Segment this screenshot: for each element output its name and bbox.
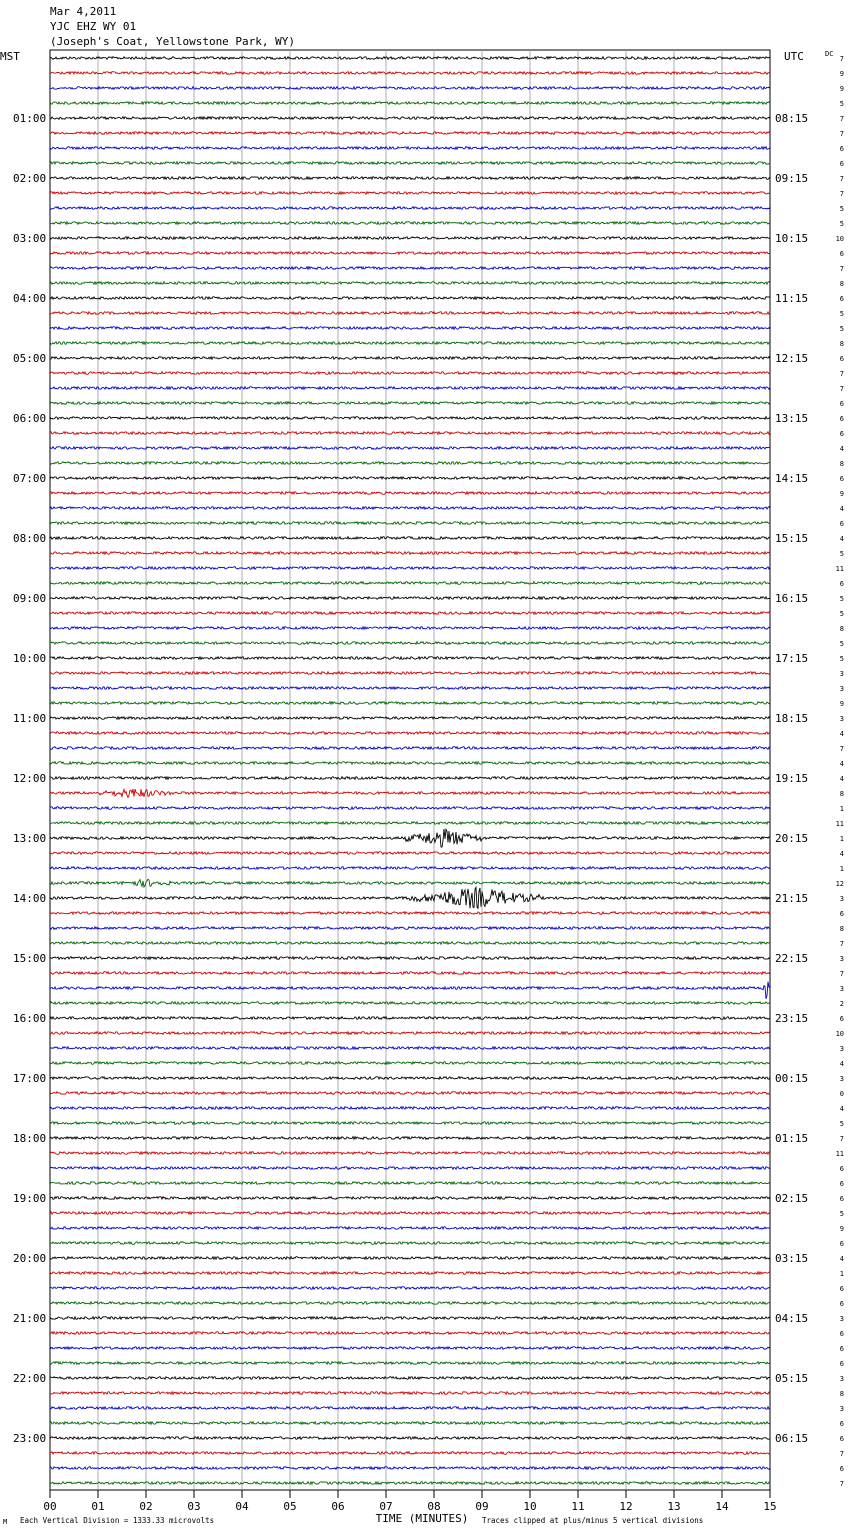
mst-hour-label: 18:00 — [13, 1132, 47, 1145]
seismogram-trace — [50, 1152, 770, 1155]
seismogram-trace — [50, 432, 770, 435]
dc-offset-label: 3 — [839, 1375, 844, 1383]
utc-hour-label: 06:15 — [775, 1432, 809, 1445]
dc-offset-label: 7 — [839, 1450, 844, 1458]
mst-hour-label: 01:00 — [13, 112, 47, 125]
dc-offset-label: 4 — [839, 445, 844, 453]
dc-offset-label: 5 — [839, 550, 844, 558]
seismogram-trace — [50, 162, 770, 165]
x-tick-label: 04 — [235, 1500, 249, 1513]
seismogram-trace — [50, 972, 770, 975]
mst-hour-label: 13:00 — [13, 832, 47, 845]
vertical-scale-note: Each Vertical Division = 1333.33 microvolts — [20, 1516, 215, 1525]
dc-offset-label: 4 — [839, 775, 844, 783]
x-tick-label: 08 — [427, 1500, 441, 1513]
seismogram-trace — [50, 1347, 770, 1350]
seismogram-trace — [50, 982, 770, 999]
seismogram-trace — [50, 1197, 770, 1200]
x-tick-label: 09 — [475, 1500, 489, 1513]
seismogram-trace — [50, 627, 770, 630]
x-tick-label: 05 — [283, 1500, 297, 1513]
mst-hour-label: 07:00 — [13, 472, 47, 485]
seismogram-trace — [50, 252, 770, 255]
seismogram-trace — [50, 1422, 770, 1425]
mst-hour-labels — [13, 112, 46, 1445]
mst-hour-label: 14:00 — [13, 892, 47, 905]
seismogram-trace — [50, 702, 770, 705]
utc-hour-label: 15:15 — [775, 532, 809, 545]
seismogram-trace — [50, 372, 770, 375]
dc-offset-label: 4 — [839, 1105, 844, 1113]
dc-offset-label: 3 — [839, 670, 844, 678]
mst-hour-label: 02:00 — [13, 172, 47, 185]
seismogram-trace — [50, 1212, 770, 1215]
dc-offset-label: 4 — [839, 760, 844, 768]
seismogram-trace — [50, 447, 770, 450]
seismogram-trace — [50, 1302, 770, 1305]
seismogram-trace — [50, 672, 770, 675]
seismogram-trace — [50, 732, 770, 735]
dc-offset-label: 8 — [839, 790, 844, 798]
mst-hour-label: 12:00 — [13, 772, 47, 785]
dc-offset-label: 12 — [835, 880, 844, 888]
dc-offset-label: 7 — [839, 745, 844, 753]
dc-offset-label: 9 — [839, 70, 844, 78]
dc-offset-label: 8 — [839, 1390, 844, 1398]
dc-offset-label: 6 — [839, 910, 844, 918]
seismogram-trace — [50, 867, 770, 870]
dc-offset-label: 7 — [839, 130, 844, 138]
seismogram-trace — [50, 267, 770, 270]
seismogram-trace — [50, 1377, 770, 1380]
dc-offset-label: 6 — [839, 160, 844, 168]
x-tick-label: 02 — [139, 1500, 153, 1513]
mst-hour-label: 09:00 — [13, 592, 47, 605]
dc-offset-label: 4 — [839, 505, 844, 513]
dc-offset-label: 6 — [839, 1180, 844, 1188]
dc-offset-label: 2 — [839, 1000, 844, 1008]
dc-offset-label: 6 — [839, 1165, 844, 1173]
utc-hour-label: 16:15 — [775, 592, 809, 605]
seismogram-trace — [50, 477, 770, 480]
dc-offset-label: 8 — [839, 280, 844, 288]
x-tick-label: 03 — [187, 1500, 201, 1513]
dc-offset-label: 8 — [839, 925, 844, 933]
dc-offset-label: 5 — [839, 100, 844, 108]
dc-offset-label: 6 — [839, 1465, 844, 1473]
seismogram-trace — [50, 72, 770, 75]
seismogram-trace — [50, 1437, 770, 1440]
clip-note: Traces clipped at plus/minus 5 vertical divisions — [482, 1516, 704, 1525]
dc-offset-label: 7 — [839, 1480, 844, 1488]
chart-date: Mar 4,2011 — [50, 5, 117, 18]
dc-offset-label: 7 — [839, 55, 844, 63]
dc-offset-label: 9 — [839, 1225, 844, 1233]
seismogram-trace — [50, 537, 770, 540]
seismogram-trace — [50, 927, 770, 930]
utc-hour-label: 21:15 — [775, 892, 809, 905]
seismogram-trace — [50, 789, 770, 797]
seismogram-trace — [50, 1317, 770, 1320]
x-tick-label: 06 — [331, 1500, 345, 1513]
dc-column-label: DC — [825, 50, 834, 58]
utc-hour-label: 22:15 — [775, 952, 809, 965]
dc-offset-label: 4 — [839, 1255, 844, 1263]
dc-offset-label: 8 — [839, 460, 844, 468]
dc-offset-label: 5 — [839, 310, 844, 318]
seismogram-trace — [50, 1287, 770, 1290]
seismogram-trace — [50, 1122, 770, 1125]
mst-hour-label: 23:00 — [13, 1432, 47, 1445]
dc-offset-label: 6 — [839, 145, 844, 153]
utc-hour-labels — [775, 112, 808, 1445]
dc-offset-label: 8 — [839, 625, 844, 633]
seismogram-trace — [50, 912, 770, 915]
dc-offset-label: 7 — [839, 1135, 844, 1143]
seismogram-trace — [50, 357, 770, 360]
seismogram-trace — [50, 642, 770, 645]
dc-offset-label: 9 — [839, 490, 844, 498]
seismogram-trace — [50, 327, 770, 330]
dc-offset-label: 5 — [839, 1210, 844, 1218]
left-axis-label: MST — [0, 50, 20, 63]
seismogram-trace — [50, 582, 770, 585]
seismogram-trace — [50, 522, 770, 525]
seismogram-trace — [50, 417, 770, 420]
seismogram-trace — [50, 117, 770, 120]
dc-offset-label: 6 — [839, 1345, 844, 1353]
dc-offset-label: 11 — [835, 820, 844, 828]
dc-offset-label: 6 — [839, 475, 844, 483]
utc-hour-label: 04:15 — [775, 1312, 809, 1325]
seismogram-trace — [50, 1182, 770, 1185]
seismogram-trace — [50, 87, 770, 90]
dc-offset-label: 7 — [839, 940, 844, 948]
dc-offset-label: 1 — [839, 835, 844, 843]
utc-hour-label: 17:15 — [775, 652, 809, 665]
dc-offset-label: 11 — [835, 1150, 844, 1158]
utc-hour-label: 19:15 — [775, 772, 809, 785]
dc-offset-label: 1 — [839, 865, 844, 873]
utc-hour-label: 03:15 — [775, 1252, 809, 1265]
seismogram-trace — [50, 132, 770, 135]
seismogram-trace — [50, 1332, 770, 1335]
dc-offset-label: 6 — [839, 1435, 844, 1443]
seismogram-trace — [50, 387, 770, 390]
dc-offset-label: 6 — [839, 430, 844, 438]
x-tick-label: 13 — [667, 1500, 681, 1513]
dc-offset-label: 1 — [839, 1270, 844, 1278]
station-code: YJC EHZ WY 01 — [50, 20, 137, 33]
seismogram-trace — [50, 1062, 770, 1065]
seismogram-trace — [50, 492, 770, 495]
dc-offset-label: 6 — [839, 355, 844, 363]
seismogram-trace — [50, 597, 770, 600]
station-location: (Joseph's Coat, Yellowstone Park, WY) — [50, 35, 296, 48]
utc-hour-label: 11:15 — [775, 292, 809, 305]
seismogram-trace — [50, 777, 770, 780]
seismogram-trace — [50, 1257, 770, 1260]
seismogram-trace — [50, 747, 770, 750]
dc-offset-label: 7 — [839, 175, 844, 183]
seismogram-trace — [50, 147, 770, 150]
dc-offset-label: 1 — [839, 805, 844, 813]
seismogram-trace — [50, 1227, 770, 1230]
right-axis-label: UTC — [784, 50, 804, 63]
dc-offset-label: 6 — [839, 580, 844, 588]
dc-offset-label: 4 — [839, 535, 844, 543]
mst-hour-label: 16:00 — [13, 1012, 47, 1025]
dc-offset-label: 7 — [839, 970, 844, 978]
mst-hour-label: 04:00 — [13, 292, 47, 305]
dc-offset-label: 6 — [839, 250, 844, 258]
dc-offset-label: 3 — [839, 955, 844, 963]
dc-offset-label: 5 — [839, 655, 844, 663]
utc-hour-label: 08:15 — [775, 112, 809, 125]
utc-hour-label: 09:15 — [775, 172, 809, 185]
dc-offset-label: 4 — [839, 850, 844, 858]
x-tick-label: 00 — [43, 1500, 57, 1513]
dc-offset-label: 5 — [839, 1120, 844, 1128]
seismogram-trace — [50, 1272, 770, 1275]
dc-offset-label: 6 — [839, 1015, 844, 1023]
corner-mark: M — [3, 1518, 8, 1526]
seismogram-trace — [50, 192, 770, 195]
dc-offset-label: 3 — [839, 1405, 844, 1413]
utc-hour-label: 18:15 — [775, 712, 809, 725]
dc-offset-label: 6 — [839, 400, 844, 408]
seismogram-trace — [50, 552, 770, 555]
dc-offset-label: 7 — [839, 115, 844, 123]
dc-offset-label: 7 — [839, 370, 844, 378]
dc-offset-labels — [836, 55, 844, 1488]
seismogram-trace — [50, 1362, 770, 1365]
seismogram-traces — [50, 57, 770, 1485]
dc-offset-label: 10 — [835, 1030, 844, 1038]
dc-offset-label: 9 — [839, 85, 844, 93]
seismogram-trace — [50, 1002, 770, 1005]
utc-hour-label: 23:15 — [775, 1012, 809, 1025]
utc-hour-label: 02:15 — [775, 1192, 809, 1205]
dc-offset-label: 3 — [839, 1045, 844, 1053]
mst-hour-label: 15:00 — [13, 952, 47, 965]
seismogram-trace — [50, 1392, 770, 1395]
dc-offset-label: 6 — [839, 295, 844, 303]
x-tick-label: 01 — [91, 1500, 105, 1513]
seismogram-trace — [50, 402, 770, 405]
mst-hour-label: 19:00 — [13, 1192, 47, 1205]
dc-offset-label: 7 — [839, 190, 844, 198]
dc-offset-label: 6 — [839, 1420, 844, 1428]
dc-offset-label: 6 — [839, 1285, 844, 1293]
dc-offset-label: 5 — [839, 220, 844, 228]
utc-hour-label: 14:15 — [775, 472, 809, 485]
mst-hour-label: 05:00 — [13, 352, 47, 365]
seismogram-trace — [50, 282, 770, 285]
x-tick-label: 10 — [523, 1500, 537, 1513]
dc-offset-label: 10 — [835, 235, 844, 243]
x-tick-label: 11 — [571, 1500, 585, 1513]
seismogram-trace — [50, 1017, 770, 1020]
dc-offset-label: 0 — [839, 1090, 844, 1098]
dc-offset-label: 6 — [839, 520, 844, 528]
dc-offset-label: 5 — [839, 595, 844, 603]
dc-offset-label: 8 — [839, 340, 844, 348]
seismogram-trace — [50, 852, 770, 855]
mst-hour-label: 17:00 — [13, 1072, 47, 1085]
seismogram-trace — [50, 1407, 770, 1410]
mst-hour-label: 20:00 — [13, 1252, 47, 1265]
dc-offset-label: 7 — [839, 265, 844, 273]
seismogram-trace — [50, 612, 770, 615]
mst-hour-label: 21:00 — [13, 1312, 47, 1325]
mst-hour-label: 08:00 — [13, 532, 47, 545]
seismogram-trace — [50, 957, 770, 960]
seismogram-trace — [50, 762, 770, 765]
mst-hour-label: 10:00 — [13, 652, 47, 665]
dc-offset-label: 4 — [839, 730, 844, 738]
dc-offset-label: 6 — [839, 1195, 844, 1203]
x-tick-label: 15 — [763, 1500, 777, 1513]
seismogram-trace — [50, 1167, 770, 1170]
dc-offset-label: 5 — [839, 640, 844, 648]
x-axis-label: TIME (MINUTES) — [375, 1512, 469, 1525]
dc-offset-label: 3 — [839, 1075, 844, 1083]
utc-hour-label: 00:15 — [775, 1072, 809, 1085]
seismogram-trace — [50, 687, 770, 690]
dc-offset-label: 6 — [839, 1360, 844, 1368]
seismogram-trace — [50, 1077, 770, 1080]
utc-hour-label: 20:15 — [775, 832, 809, 845]
dc-offset-label: 3 — [839, 1315, 844, 1323]
seismogram-trace — [50, 102, 770, 105]
dc-offset-label: 6 — [839, 1240, 844, 1248]
seismogram-trace — [50, 887, 770, 908]
utc-hour-label: 05:15 — [775, 1372, 809, 1385]
seismogram-trace — [50, 1107, 770, 1110]
dc-offset-label: 3 — [839, 985, 844, 993]
seismogram-trace — [50, 237, 770, 240]
seismogram-trace — [50, 567, 770, 570]
seismogram-trace — [50, 1452, 770, 1455]
seismogram-trace — [50, 207, 770, 210]
seismogram-trace — [50, 222, 770, 225]
seismogram-trace — [50, 342, 770, 345]
dc-offset-label: 9 — [839, 700, 844, 708]
seismogram-trace — [50, 807, 770, 810]
seismogram-trace — [50, 1092, 770, 1095]
mst-hour-label: 22:00 — [13, 1372, 47, 1385]
seismogram-trace — [50, 942, 770, 945]
seismogram-trace — [50, 829, 770, 847]
x-tick-label: 12 — [619, 1500, 633, 1513]
dc-offset-label: 6 — [839, 1330, 844, 1338]
seismogram-trace — [50, 1467, 770, 1470]
dc-offset-label: 5 — [839, 610, 844, 618]
seismogram-trace — [50, 1242, 770, 1245]
mst-hour-label: 11:00 — [13, 712, 47, 725]
dc-offset-label: 3 — [839, 715, 844, 723]
seismogram-trace — [50, 1032, 770, 1035]
dc-offset-label: 3 — [839, 685, 844, 693]
seismogram-trace — [50, 312, 770, 315]
dc-offset-label: 3 — [839, 895, 844, 903]
x-tick-label: 07 — [379, 1500, 393, 1513]
seismogram-trace — [50, 177, 770, 180]
dc-offset-label: 4 — [839, 1060, 844, 1068]
seismogram-trace — [50, 462, 770, 465]
x-axis-ticks — [43, 1490, 776, 1513]
seismogram-trace — [50, 879, 770, 887]
mst-hour-label: 03:00 — [13, 232, 47, 245]
seismogram-trace — [50, 1047, 770, 1050]
seismogram-trace — [50, 1137, 770, 1140]
seismogram-trace — [50, 297, 770, 300]
seismogram-trace — [50, 717, 770, 720]
mst-hour-label: 06:00 — [13, 412, 47, 425]
dc-offset-label: 11 — [835, 565, 844, 573]
dc-offset-label: 5 — [839, 325, 844, 333]
dc-offset-label: 5 — [839, 205, 844, 213]
x-tick-label: 14 — [715, 1500, 729, 1513]
dc-offset-label: 6 — [839, 415, 844, 423]
utc-hour-label: 10:15 — [775, 232, 809, 245]
seismogram-trace — [50, 57, 770, 60]
dc-offset-label: 7 — [839, 385, 844, 393]
seismogram-trace — [50, 1482, 770, 1485]
dc-offset-label: 6 — [839, 1300, 844, 1308]
seismogram-trace — [50, 507, 770, 510]
utc-hour-label: 13:15 — [775, 412, 809, 425]
utc-hour-label: 12:15 — [775, 352, 809, 365]
utc-hour-label: 01:15 — [775, 1132, 809, 1145]
seismogram-trace — [50, 657, 770, 660]
seismogram-trace — [50, 822, 770, 825]
